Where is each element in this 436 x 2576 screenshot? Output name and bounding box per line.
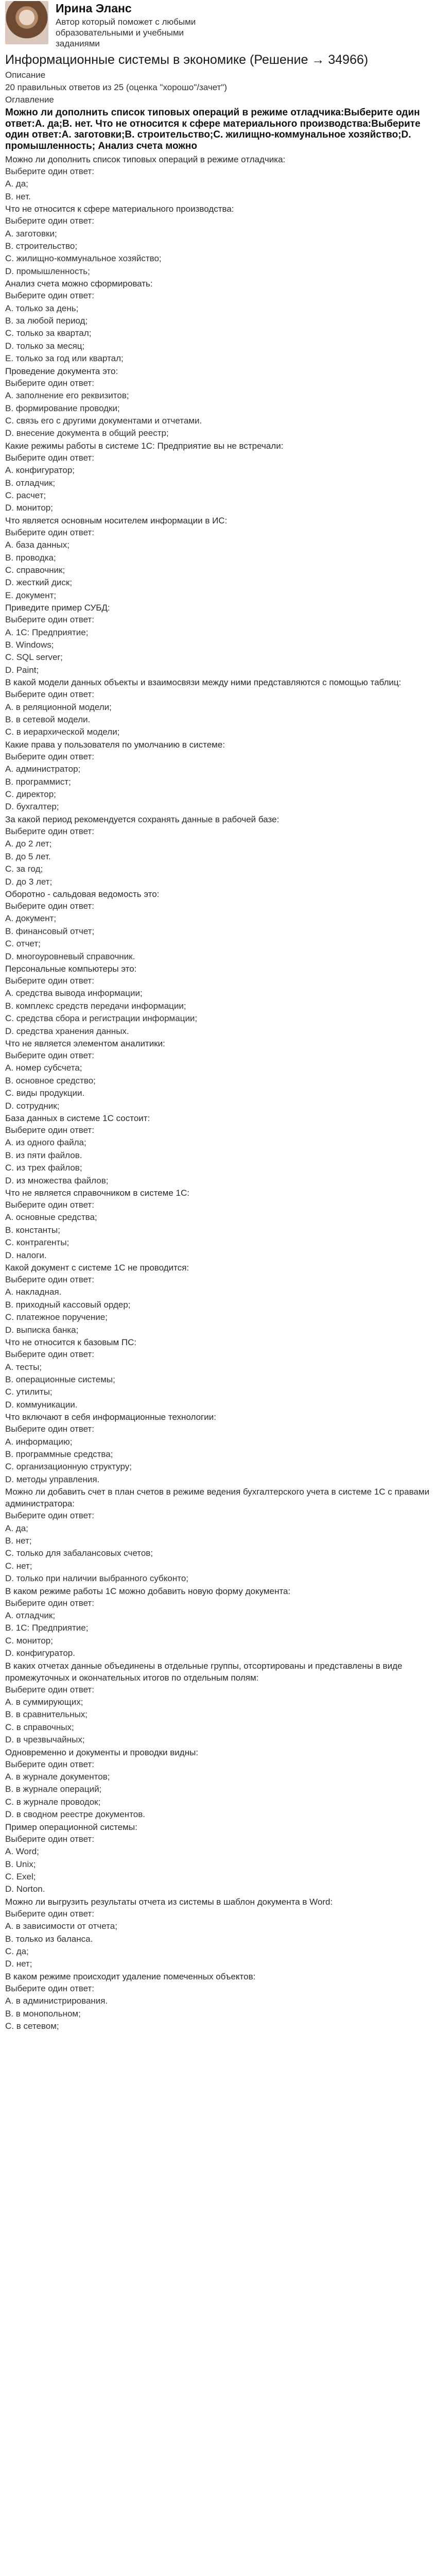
answer-option: A. в реляционной модели; bbox=[5, 702, 112, 712]
answer-option: E. документ; bbox=[5, 590, 57, 600]
answer-option: A. в журнале документов; bbox=[5, 1772, 110, 1782]
answer-option: C. расчет; bbox=[5, 490, 46, 500]
question-text: Что является основным носителем информации в ИС: bbox=[5, 515, 228, 526]
answer-option: A. 1С: Предприятие; bbox=[5, 627, 89, 637]
answer-option: B. из пяти файлов. bbox=[5, 1150, 82, 1160]
answer-option: C. в иерархической модели; bbox=[5, 727, 120, 737]
answer-option: A. да; bbox=[5, 1523, 28, 1533]
answer-option: A. заполнение его реквизитов; bbox=[5, 391, 129, 401]
question-text: Проведение документа это: bbox=[5, 366, 118, 376]
answer-prompt: Выберите один ответ: bbox=[5, 1684, 94, 1694]
answer-option: A. заготовки; bbox=[5, 228, 57, 239]
answer-prompt: Выберите один ответ: bbox=[5, 216, 94, 226]
answer-option: B. 1С: Предприятие; bbox=[5, 1623, 89, 1633]
answer-option: D. только за месяц; bbox=[5, 341, 85, 351]
answer-prompt: Выберите один ответ: bbox=[5, 378, 94, 388]
answer-option: B. в монопольном; bbox=[5, 2008, 81, 2019]
answer-option: A. средства вывода информации; bbox=[5, 988, 143, 998]
question-text: В каких отчетах данные объединены в отдельные группы, отсортированы и представлены в виде промежуточных и окончательных итогов по отдельным полям: bbox=[5, 1660, 403, 1683]
answer-option: B. в журнале операций; bbox=[5, 1784, 102, 1794]
question-text: Что включают в себя информационные технологии: bbox=[5, 1412, 216, 1422]
answer-prompt: Выберите один ответ: bbox=[5, 975, 94, 986]
answer-option: B. нет. bbox=[5, 191, 31, 201]
answer-option: D. из множества файлов; bbox=[5, 1175, 109, 1185]
question-list bbox=[5, 154, 432, 2032]
question-text: Приведите пример СУБД: bbox=[5, 603, 110, 613]
answer-option: D. в чрезвычайных; bbox=[5, 1735, 85, 1745]
question-text: Что не относится к сфере материального производства: bbox=[5, 204, 234, 214]
question-text: Какие режимы работы в системе 1С: Предприятие вы не встречали: bbox=[5, 440, 284, 451]
answer-prompt: Выберите один ответ: bbox=[5, 1759, 94, 1769]
answer-option: B. константы; bbox=[5, 1225, 60, 1235]
answer-option: C. в журнале проводок; bbox=[5, 1797, 101, 1807]
answer-option: B. отладчик; bbox=[5, 478, 56, 488]
answer-option: D. в сводном реестре документов. bbox=[5, 1809, 145, 1820]
answer-option: C. справочник; bbox=[5, 565, 65, 575]
answer-option: C. только за квартал; bbox=[5, 328, 92, 338]
answer-option: B. в сетевой модели. bbox=[5, 715, 91, 725]
answer-option: B. формирование проводки; bbox=[5, 403, 120, 413]
answer-option: A. да; bbox=[5, 179, 28, 189]
description-label: Описание bbox=[5, 70, 46, 80]
answer-prompt: Выберите один ответ: bbox=[5, 1125, 94, 1135]
answer-option: B. финансовый отчет; bbox=[5, 926, 95, 936]
author-header bbox=[5, 0, 432, 46]
answer-option: D. нет; bbox=[5, 1959, 32, 1969]
answer-option: A. в зависимости от отчета; bbox=[5, 1921, 117, 1931]
question-text: В какой модели данных объекты и взаимосвязи между ними представляются с помощью таблиц: bbox=[5, 677, 402, 688]
question-text: Какой документ с системе 1С не проводится: bbox=[5, 1263, 189, 1273]
answer-option: C. в сетевом; bbox=[5, 2021, 59, 2031]
answer-option: A. основные средства; bbox=[5, 1212, 97, 1223]
answer-prompt: Выберите один ответ: bbox=[5, 901, 94, 911]
answer-option: B. программные средства; bbox=[5, 1449, 113, 1459]
question-text: Можно ли дополнить список типовых операций в режиме отладчика: bbox=[5, 155, 286, 164]
answer-option: C. директор; bbox=[5, 789, 56, 800]
answer-option: A. номер субсчета; bbox=[5, 1063, 82, 1073]
answer-option: D. налоги. bbox=[5, 1250, 47, 1260]
answer-option: B. основное средство; bbox=[5, 1075, 96, 1086]
answer-option: C. Exel; bbox=[5, 1871, 36, 1882]
question-text: Что не относится к базовым ПС: bbox=[5, 1337, 137, 1348]
answer-option: D. сотрудник; bbox=[5, 1100, 60, 1111]
answer-option: B. до 5 лет. bbox=[5, 851, 51, 861]
page-title: Информационные системы в экономике (Решение → 34966) bbox=[5, 53, 369, 67]
answer-option: B. Unix; bbox=[5, 1859, 36, 1869]
answer-option: A. до 2 лет; bbox=[5, 839, 52, 849]
answer-option: B. проводка; bbox=[5, 552, 56, 563]
answer-option: B. в сравнительных; bbox=[5, 1709, 88, 1720]
answer-option: C. нет; bbox=[5, 1561, 32, 1571]
answer-option: D. до 3 лет; bbox=[5, 876, 53, 887]
author-info bbox=[56, 1, 225, 49]
question-text: В каком режиме работы 1С можно добавить новую форму документа: bbox=[5, 1586, 291, 1596]
answer-option: A. в администрирования. bbox=[5, 1996, 108, 2006]
answer-option: D. Paint; bbox=[5, 665, 39, 675]
answer-option: D. методы управления. bbox=[5, 1474, 100, 1484]
answer-option: A. Word; bbox=[5, 1846, 39, 1857]
answer-prompt: Выберите один ответ: bbox=[5, 1050, 94, 1060]
answer-option: C. утилиты; bbox=[5, 1387, 53, 1397]
question-text: База данных в системе 1С состоит: bbox=[5, 1113, 150, 1123]
answer-option: B. комплекс средств передачи информации; bbox=[5, 1001, 186, 1011]
answer-prompt: Выберите один ответ: bbox=[5, 1424, 94, 1434]
answer-option: D. конфигуратор. bbox=[5, 1648, 75, 1658]
author-avatar[interactable] bbox=[5, 1, 48, 44]
answer-option: A. отладчик; bbox=[5, 1611, 56, 1620]
answer-option: C. только для забалансовых счетов; bbox=[5, 1548, 153, 1558]
answer-option: C. из трех файлов; bbox=[5, 1163, 82, 1173]
answer-option: D. Norton. bbox=[5, 1884, 45, 1894]
answer-option: A. только за день; bbox=[5, 303, 79, 313]
answer-prompt: Выберите один ответ: bbox=[5, 1834, 94, 1844]
answer-option: A. конфигуратор; bbox=[5, 465, 75, 476]
answer-option: C. связь его с другими документами и отчетами. bbox=[5, 415, 202, 426]
question-text: За какой период рекомендуется сохранять данные в рабочей базе: bbox=[5, 814, 280, 824]
question-text: Одновременно и документы и проводки видны: bbox=[5, 1747, 199, 1757]
answer-option: B. строительство; bbox=[5, 241, 78, 251]
answer-option: D. жесткий диск; bbox=[5, 578, 73, 588]
answer-option: C. средства сбора и регистрации информации; bbox=[5, 1013, 198, 1024]
answer-option: C. виды продукции. bbox=[5, 1088, 85, 1098]
answer-option: A. администратор; bbox=[5, 764, 81, 774]
answer-prompt: Выберите один ответ: bbox=[5, 291, 94, 301]
answer-option: C. жилищно-коммунальное хозяйство; bbox=[5, 253, 162, 264]
answer-prompt: Выберите один ответ: bbox=[5, 1200, 94, 1210]
answer-option: D. промышленность; bbox=[5, 266, 90, 276]
answer-option: D. выписка банка; bbox=[5, 1325, 79, 1335]
answer-prompt: Выберите один ответ: bbox=[5, 452, 94, 463]
answer-prompt: Выберите один ответ: bbox=[5, 1598, 94, 1608]
question-text: Что не является справочником в системе 1С: bbox=[5, 1188, 189, 1198]
answer-prompt: Выберите один ответ: bbox=[5, 751, 94, 761]
answer-option: A. тесты; bbox=[5, 1362, 42, 1372]
answer-option: B. за любой период; bbox=[5, 316, 88, 326]
answer-prompt: Выберите один ответ: bbox=[5, 1908, 94, 1919]
answer-option: D. многоуровневый справочник. bbox=[5, 951, 135, 961]
answer-option: A. в суммирующих; bbox=[5, 1697, 83, 1707]
answer-option: B. операционные системы; bbox=[5, 1374, 115, 1384]
toc-label: Оглавление bbox=[5, 95, 54, 105]
answer-option: C. монитор; bbox=[5, 1635, 53, 1646]
question-text: В каком режиме происходит удаление помеченных объектов: bbox=[5, 1971, 256, 1981]
answer-option: A. накладная. bbox=[5, 1287, 62, 1297]
author-name[interactable]: Ирина Эланс bbox=[56, 2, 132, 15]
answer-option: A. из одного файла; bbox=[5, 1138, 86, 1148]
answer-option: B. приходный кассовый ордер; bbox=[5, 1299, 131, 1310]
answer-option: D. внесение документа в общий реестр; bbox=[5, 428, 169, 438]
answer-prompt: Выберите один ответ: bbox=[5, 689, 94, 700]
answer-option: B. нет; bbox=[5, 1535, 32, 1546]
answer-option: B. Windows; bbox=[5, 640, 54, 650]
answer-option: A. документ; bbox=[5, 913, 57, 924]
question-text: Можно ли выгрузить результаты отчета из системы в шаблон документа в Word: bbox=[5, 1896, 333, 1907]
answer-option: C. контрагенты; bbox=[5, 1238, 69, 1248]
question-text: Можно ли добавить счет в план счетов в режиме ведения бухгалтерского учета в системе 1С с правами администратора: bbox=[5, 1487, 430, 1509]
answer-prompt: Выберите один ответ: bbox=[5, 1983, 94, 1993]
result-text: 20 правильных ответов из 25 (оценка "хорошо"/зачет") bbox=[5, 82, 228, 92]
answer-prompt: Выберите один ответ: bbox=[5, 166, 94, 176]
answer-prompt: Выберите один ответ: bbox=[5, 1511, 94, 1521]
answer-option: E. только за год или квартал; bbox=[5, 353, 124, 364]
answer-option: D. коммуникации. bbox=[5, 1399, 78, 1410]
answer-prompt: Выберите один ответ: bbox=[5, 1275, 94, 1285]
answer-prompt: Выберите один ответ: bbox=[5, 826, 94, 836]
answer-option: D. бухгалтер; bbox=[5, 802, 59, 812]
answer-option: C. организационную структуру; bbox=[5, 1462, 132, 1472]
question-text: Пример операционной системы: bbox=[5, 1822, 137, 1832]
answer-prompt: Выберите один ответ: bbox=[5, 615, 94, 625]
answer-option: C. за год; bbox=[5, 864, 43, 874]
answer-option: C. в справочных; bbox=[5, 1722, 74, 1732]
answer-option: D. монитор; bbox=[5, 503, 53, 513]
question-text: Оборотно - сальдовая ведомость это: bbox=[5, 889, 160, 899]
question-text: Что не является элементом аналитики: bbox=[5, 1038, 165, 1048]
answer-option: A. база данных; bbox=[5, 540, 69, 550]
answer-option: D. средства хранения данных. bbox=[5, 1026, 129, 1036]
answer-option: B. только из баланса. bbox=[5, 1934, 93, 1944]
answer-option: C. отчет; bbox=[5, 939, 41, 949]
answer-option: C. платежное поручение; bbox=[5, 1312, 108, 1323]
answer-prompt: Выберите один ответ: bbox=[5, 527, 94, 537]
question-text: Персональные компьютеры это: bbox=[5, 963, 137, 974]
answer-option: B. программист; bbox=[5, 776, 71, 787]
question-text: Какие права у пользователя по умолчанию в системе: bbox=[5, 739, 225, 750]
question-text: Анализ счета можно сформировать: bbox=[5, 279, 153, 289]
answer-prompt: Выберите один ответ: bbox=[5, 1349, 94, 1360]
answer-option: C. SQL server; bbox=[5, 652, 63, 663]
answer-option: A. информацию; bbox=[5, 1436, 73, 1447]
toc-text: Можно ли дополнить список типовых операций в режиме отладчика:Выберите один ответ:A. да;B. нет. Что не относится к сфере материального производства:Выберите один ответ:A. заготовки;B. строительство;C. жилищно-коммунальное хозяйство;D. промышленность; Анализ счета можно bbox=[5, 107, 421, 151]
author-description: Автор который поможет с любыми образовательными и учебными заданиями bbox=[56, 17, 196, 48]
answer-option: C. да; bbox=[5, 1946, 29, 1956]
answer-option: D. только при наличии выбранного субконто; bbox=[5, 1573, 188, 1584]
